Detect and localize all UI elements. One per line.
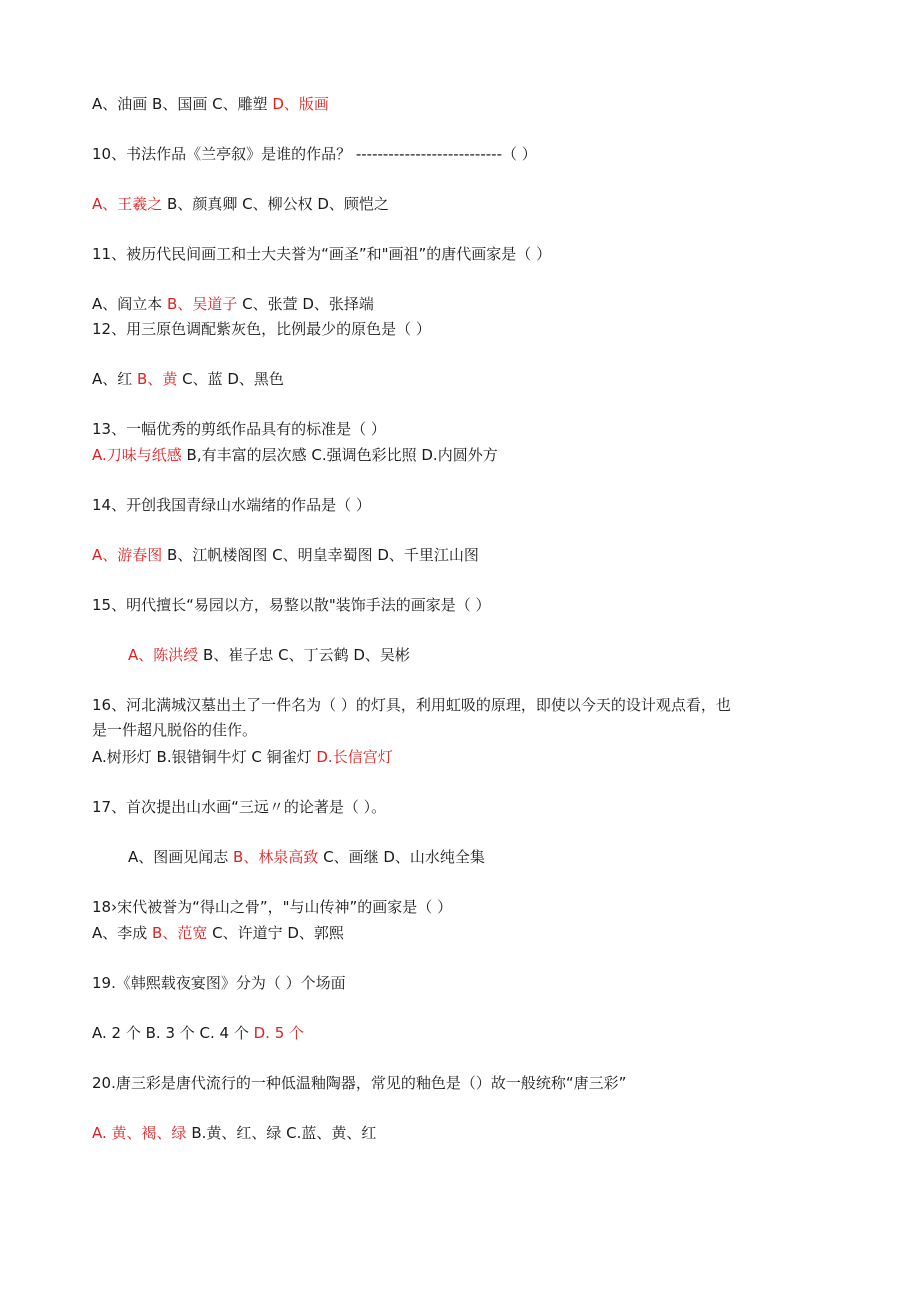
line-text: C、画继 D、山水纯全集 bbox=[318, 848, 485, 866]
text-line bbox=[92, 720, 257, 740]
text-line bbox=[92, 445, 498, 465]
line-text: B、国画 bbox=[152, 95, 213, 113]
text-line bbox=[92, 797, 386, 817]
text-line bbox=[92, 244, 551, 264]
line-text: 10、书法作品《兰亭叙》是谁的作品？ ---------------------------（ ） bbox=[92, 145, 537, 163]
text-line bbox=[92, 319, 431, 339]
answer-highlight: A.刀味与纸感 bbox=[92, 446, 182, 464]
line-text: A.树形灯 B.银错铜牛灯 C 铜雀灯 bbox=[92, 748, 317, 766]
text-line bbox=[92, 495, 371, 515]
text-line bbox=[92, 1073, 626, 1093]
text-line bbox=[92, 923, 344, 943]
line-text: 15、明代擅长“易园以方，易整以散"装饰手法的画家是（ ） bbox=[92, 596, 491, 614]
text-line bbox=[92, 1123, 376, 1143]
answer-highlight: D.长信宫灯 bbox=[316, 748, 393, 766]
text-line bbox=[128, 847, 485, 867]
answer-highlight: A. 黄、褐、绿 bbox=[92, 1124, 187, 1142]
text-line bbox=[92, 94, 329, 114]
answer-highlight: B、吴道子 bbox=[167, 295, 238, 313]
line-text: C、蓝 D、黑色 bbox=[177, 370, 284, 388]
line-text: A、红 bbox=[92, 370, 138, 388]
text-line bbox=[92, 747, 393, 767]
text-line bbox=[92, 595, 491, 615]
answer-highlight: B、黄 bbox=[137, 370, 178, 388]
answer-highlight: D. 5 个 bbox=[253, 1024, 305, 1042]
text-line bbox=[92, 144, 537, 164]
line-text: B、颜真卿 C、柳公权 D、顾恺之 bbox=[162, 195, 389, 213]
answer-highlight: A、王羲之 bbox=[92, 195, 163, 213]
line-text: B、江帆楼阁图 C、明皇幸蜀图 D、千里江山图 bbox=[162, 546, 479, 564]
line-text: A、图画见闻志 bbox=[128, 848, 234, 866]
line-text: 12、用三原色调配紫灰色，比例最少的原色是（ ） bbox=[92, 320, 431, 338]
answer-highlight: B、范宽 bbox=[152, 924, 208, 942]
text-line bbox=[92, 294, 374, 314]
line-text: 19.《韩熙载夜宴图》分为（ ）个场面 bbox=[92, 974, 346, 992]
line-text: 11、被历代民间画工和士大夫誉为“画圣”和"画祖”的唐代画家是（ ） bbox=[92, 245, 552, 263]
text-line bbox=[92, 973, 346, 993]
line-text: A、李成 bbox=[92, 924, 153, 942]
line-text: 14、开创我国青绿山水端绪的作品是（ ） bbox=[92, 496, 371, 514]
line-text: A、油画 bbox=[92, 95, 153, 113]
answer-highlight: A、陈洪绶 bbox=[128, 646, 199, 664]
text-line bbox=[92, 695, 731, 715]
text-line bbox=[92, 897, 452, 917]
line-text: A、阎立本 bbox=[92, 295, 168, 313]
text-line bbox=[92, 545, 479, 565]
answer-highlight: B、林泉高致 bbox=[233, 848, 319, 866]
text-line bbox=[92, 369, 284, 389]
text-line bbox=[92, 419, 386, 439]
line-text: B,有丰富的层次感 C.强调色彩比照 D.内圆外方 bbox=[181, 446, 498, 464]
line-text: C、张萱 D、张择端 bbox=[237, 295, 374, 313]
line-text: 16、河北满城汉墓出土了一件名为（ ）的灯具，利用虹吸的原理，即使以今天的设计观点看，也 bbox=[92, 696, 731, 714]
line-text: 18›宋代被誉为“得山之骨”，"与山传神”的画家是（ ） bbox=[92, 898, 453, 916]
line-text: C、许道宁 D、郭熙 bbox=[207, 924, 344, 942]
line-text: B、崔子忠 C、丁云鹤 D、吴彬 bbox=[198, 646, 410, 664]
text-line bbox=[92, 1023, 304, 1043]
line-text: C、雕塑 bbox=[212, 95, 273, 113]
line-text: 13、一幅优秀的剪纸作品具有的标准是（ ） bbox=[92, 420, 386, 438]
answer-highlight: D、版画 bbox=[272, 95, 329, 113]
text-line bbox=[128, 645, 410, 665]
line-text: 17、首次提出山水画“三远〃的论著是（ ）。 bbox=[92, 798, 387, 816]
text-line bbox=[92, 194, 389, 214]
line-text: A. 2 个 B. 3 个 C. 4 个 bbox=[92, 1024, 254, 1042]
line-text: 20.唐三彩是唐代流行的一种低温釉陶器，常见的釉色是（）故一般统称“唐三彩” bbox=[92, 1074, 627, 1092]
line-text: B.黄、红、绿 C.蓝、黄、红 bbox=[186, 1124, 377, 1142]
answer-highlight: A、游春图 bbox=[92, 546, 163, 564]
line-text: 是一件超凡脱俗的佳作。 bbox=[92, 721, 258, 739]
